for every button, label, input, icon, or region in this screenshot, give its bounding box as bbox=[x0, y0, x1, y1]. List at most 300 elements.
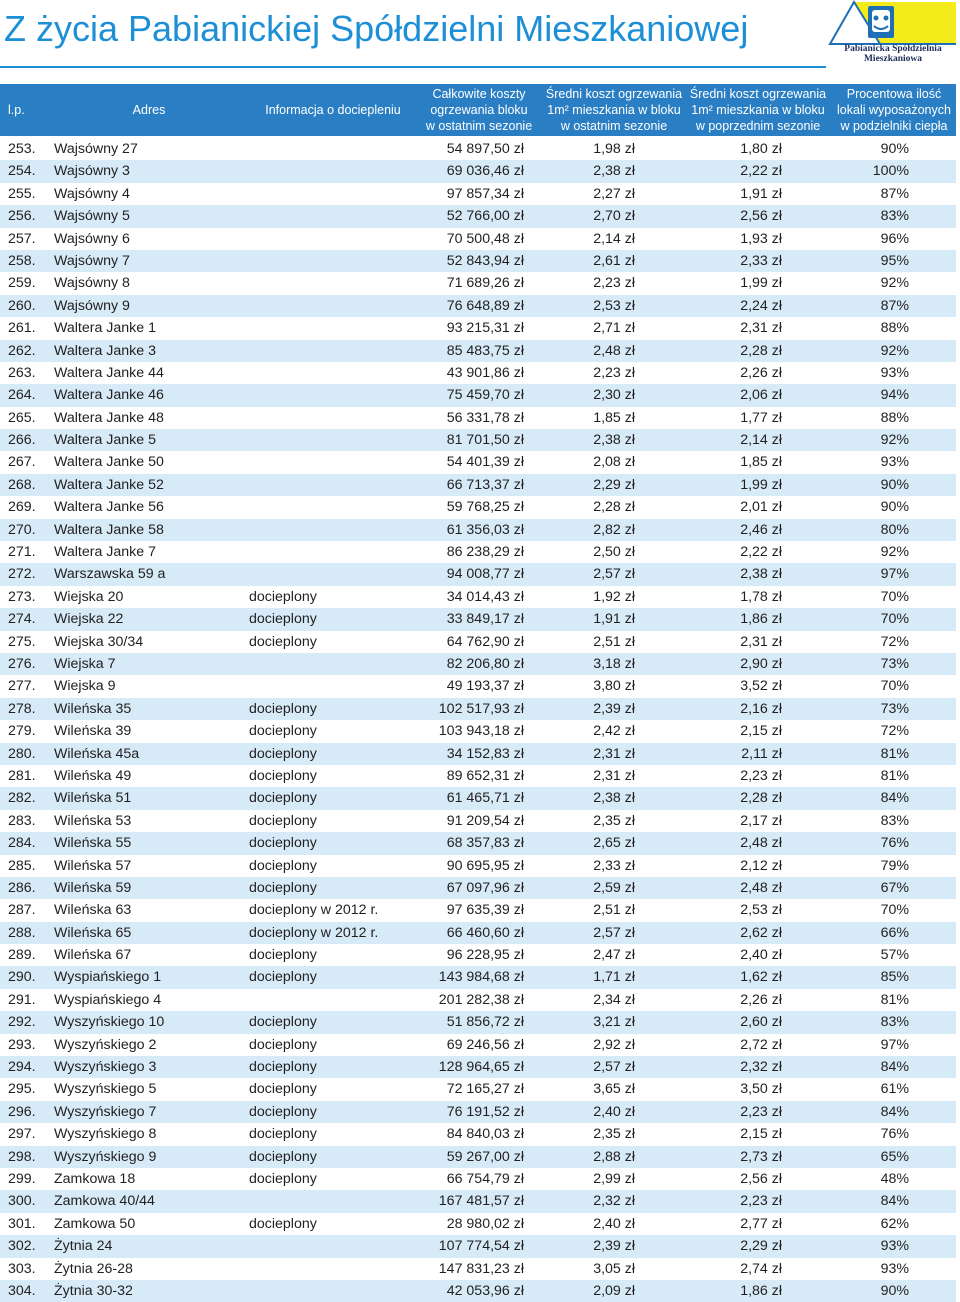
row-total-cost: 52 766,00 zł bbox=[446, 208, 524, 225]
row-current-avg: 2,38 zł bbox=[593, 163, 635, 180]
table-row bbox=[0, 1078, 956, 1100]
row-address: Waltera Janke 3 bbox=[54, 342, 156, 359]
row-total-cost: 43 901,86 zł bbox=[446, 364, 524, 381]
row-total-cost: 49 193,37 zł bbox=[446, 678, 524, 695]
row-insulation: docieplony bbox=[249, 633, 317, 650]
row-previous-avg: 3,52 zł bbox=[740, 678, 782, 695]
table-row bbox=[0, 451, 956, 473]
row-insulation: docieplony w 2012 r. bbox=[249, 924, 379, 941]
row-meter-pct: 92% bbox=[880, 432, 909, 449]
row-meter-pct: 84% bbox=[880, 790, 909, 807]
row-previous-avg: 2,26 zł bbox=[740, 991, 782, 1008]
row-meter-pct: 88% bbox=[880, 409, 909, 426]
header-address-text: Adres bbox=[132, 103, 166, 117]
table-row bbox=[0, 720, 956, 742]
row-previous-avg: 2,17 zł bbox=[740, 812, 782, 829]
header-lp-text: l.p. bbox=[8, 103, 25, 117]
row-address: Wileńska 65 bbox=[54, 924, 132, 941]
row-previous-avg: 1,77 zł bbox=[740, 409, 782, 426]
row-meter-pct: 85% bbox=[880, 969, 909, 986]
row-insulation: docieplony bbox=[249, 1170, 317, 1187]
row-meter-pct: 80% bbox=[880, 521, 909, 538]
row-meter-pct: 73% bbox=[880, 655, 909, 672]
row-meter-pct: 93% bbox=[880, 1238, 909, 1255]
row-number: 272. bbox=[8, 566, 36, 583]
row-previous-avg: 2,11 zł bbox=[741, 745, 782, 762]
row-total-cost: 103 943,18 zł bbox=[438, 723, 524, 740]
row-address: Wyspiańskiego 1 bbox=[54, 969, 162, 986]
row-number: 258. bbox=[8, 252, 36, 269]
row-number: 279. bbox=[8, 723, 36, 740]
table-row bbox=[0, 138, 956, 160]
row-meter-pct: 70% bbox=[880, 588, 909, 605]
row-insulation: docieplony bbox=[249, 790, 317, 807]
row-total-cost: 66 754,79 zł bbox=[446, 1170, 524, 1187]
row-address: Wileńska 59 bbox=[54, 879, 132, 896]
row-previous-avg: 2,74 zł bbox=[740, 1260, 782, 1277]
row-number: 270. bbox=[8, 521, 36, 538]
row-previous-avg: 1,93 zł bbox=[740, 230, 782, 247]
row-total-cost: 61 465,71 zł bbox=[446, 790, 524, 807]
row-total-cost: 54 401,39 zł bbox=[446, 454, 524, 471]
row-number: 256. bbox=[8, 208, 36, 225]
row-number: 255. bbox=[8, 185, 36, 202]
row-insulation: docieplony bbox=[249, 611, 317, 628]
table-row bbox=[0, 295, 956, 317]
row-insulation: docieplony bbox=[249, 1215, 317, 1232]
row-number: 285. bbox=[8, 857, 36, 874]
row-address: Wileńska 57 bbox=[54, 857, 132, 874]
row-previous-avg: 2,12 zł bbox=[740, 857, 782, 874]
row-current-avg: 2,09 zł bbox=[593, 1282, 635, 1299]
row-current-avg: 2,42 zł bbox=[593, 723, 635, 740]
row-meter-pct: 62% bbox=[880, 1215, 909, 1232]
row-address: Wyszyńskiego 8 bbox=[54, 1126, 157, 1143]
row-meter-pct: 81% bbox=[880, 991, 909, 1008]
row-address: Wiejska 20 bbox=[54, 588, 124, 605]
row-current-avg: 2,33 zł bbox=[593, 857, 635, 874]
row-total-cost: 28 980,02 zł bbox=[446, 1215, 524, 1232]
row-insulation: docieplony bbox=[249, 1103, 317, 1120]
row-previous-avg: 1,86 zł bbox=[740, 1282, 782, 1299]
row-meter-pct: 76% bbox=[880, 835, 909, 852]
header-total-line2: ogrzewania bloku bbox=[430, 103, 528, 117]
row-total-cost: 76 191,52 zł bbox=[446, 1103, 524, 1120]
row-number: 278. bbox=[8, 700, 36, 717]
row-number: 292. bbox=[8, 1014, 36, 1031]
row-number: 296. bbox=[8, 1103, 36, 1120]
row-current-avg: 2,61 zł bbox=[593, 252, 635, 269]
row-number: 284. bbox=[8, 835, 36, 852]
row-number: 299. bbox=[8, 1170, 36, 1187]
header-info bbox=[258, 84, 408, 136]
row-total-cost: 94 008,77 zł bbox=[446, 566, 524, 583]
table-row bbox=[0, 832, 956, 854]
row-number: 257. bbox=[8, 230, 36, 247]
table-row bbox=[0, 250, 956, 272]
table-row bbox=[0, 1168, 956, 1190]
row-current-avg: 2,70 zł bbox=[593, 208, 635, 225]
row-insulation: docieplony bbox=[249, 1036, 317, 1053]
row-current-avg: 2,40 zł bbox=[593, 1215, 635, 1232]
row-current-avg: 2,57 zł bbox=[593, 924, 635, 941]
table-row bbox=[0, 899, 956, 921]
row-previous-avg: 2,38 zł bbox=[740, 566, 782, 583]
row-meter-pct: 83% bbox=[880, 1014, 909, 1031]
row-total-cost: 66 460,60 zł bbox=[446, 924, 524, 941]
row-number: 295. bbox=[8, 1081, 36, 1098]
table-row bbox=[0, 698, 956, 720]
row-total-cost: 64 762,90 zł bbox=[446, 633, 524, 650]
cooperative-logo bbox=[828, 0, 958, 74]
row-address: Wileńska 55 bbox=[54, 835, 132, 852]
table-row bbox=[0, 362, 956, 384]
header-previous-avg bbox=[688, 84, 828, 136]
row-meter-pct: 70% bbox=[880, 902, 909, 919]
row-previous-avg: 2,23 zł bbox=[740, 1193, 782, 1210]
header-current-line3: w ostatnim sezonie bbox=[560, 119, 668, 133]
logo-caption bbox=[828, 44, 958, 64]
title-underline bbox=[0, 66, 826, 68]
row-address: Wileńska 49 bbox=[54, 767, 132, 784]
row-current-avg: 2,71 zł bbox=[593, 320, 635, 337]
row-total-cost: 81 701,50 zł bbox=[446, 432, 524, 449]
row-number: 293. bbox=[8, 1036, 36, 1053]
table-row bbox=[0, 653, 956, 675]
table-row bbox=[0, 586, 956, 608]
row-address: Wileńska 35 bbox=[54, 700, 132, 717]
row-meter-pct: 81% bbox=[880, 767, 909, 784]
table-row bbox=[0, 317, 956, 339]
row-current-avg: 2,47 zł bbox=[593, 947, 635, 964]
row-address: Wajsówny 4 bbox=[54, 185, 130, 202]
row-number: 298. bbox=[8, 1148, 36, 1165]
row-insulation: docieplony bbox=[249, 812, 317, 829]
table-row bbox=[0, 631, 956, 653]
row-insulation: docieplony bbox=[249, 1081, 317, 1098]
row-address: Wileńska 67 bbox=[54, 947, 132, 964]
table-row bbox=[0, 1258, 956, 1280]
row-address: Wajsówny 6 bbox=[54, 230, 130, 247]
row-meter-pct: 90% bbox=[880, 499, 909, 516]
row-previous-avg: 2,48 zł bbox=[740, 835, 782, 852]
table-row bbox=[0, 1213, 956, 1235]
row-address: Wyszyńskiego 10 bbox=[54, 1014, 165, 1031]
row-address: Wiejska 7 bbox=[54, 655, 116, 672]
row-previous-avg: 2,16 zł bbox=[740, 700, 782, 717]
row-previous-avg: 2,77 zł bbox=[740, 1215, 782, 1232]
table-row bbox=[0, 877, 956, 899]
row-meter-pct: 70% bbox=[880, 611, 909, 628]
row-address: Wajsówny 9 bbox=[54, 297, 130, 314]
row-previous-avg: 1,99 zł bbox=[740, 476, 782, 493]
row-meter-pct: 94% bbox=[880, 387, 909, 404]
row-number: 261. bbox=[8, 320, 36, 337]
row-previous-avg: 2,56 zł bbox=[740, 208, 782, 225]
row-current-avg: 2,31 zł bbox=[593, 745, 635, 762]
row-meter-pct: 87% bbox=[880, 297, 909, 314]
table-row bbox=[0, 272, 956, 294]
table-row bbox=[0, 205, 956, 227]
row-total-cost: 97 635,39 zł bbox=[446, 902, 524, 919]
header-previous-line2: 1m² mieszkania w bloku bbox=[691, 103, 825, 117]
header-info-text: Informacja o dociepleniu bbox=[265, 103, 401, 117]
header-current-line2: 1m² mieszkania w bloku bbox=[547, 103, 681, 117]
header-previous-line3: w poprzednim sezonie bbox=[695, 119, 821, 133]
row-insulation: docieplony bbox=[249, 857, 317, 874]
row-total-cost: 167 481,57 zł bbox=[438, 1193, 524, 1210]
row-previous-avg: 2,14 zł bbox=[740, 432, 782, 449]
table-row bbox=[0, 855, 956, 877]
header-heat-meter-pct bbox=[832, 84, 956, 136]
row-total-cost: 42 053,96 zł bbox=[446, 1282, 524, 1299]
table-row bbox=[0, 1280, 956, 1302]
table-row bbox=[0, 1056, 956, 1078]
row-previous-avg: 1,85 zł bbox=[740, 454, 782, 471]
row-address: Wiejska 22 bbox=[54, 611, 124, 628]
row-meter-pct: 93% bbox=[880, 454, 909, 471]
row-total-cost: 33 849,17 zł bbox=[446, 611, 524, 628]
row-number: 286. bbox=[8, 879, 36, 896]
table-row bbox=[0, 340, 956, 362]
row-previous-avg: 2,33 zł bbox=[740, 252, 782, 269]
row-total-cost: 61 356,03 zł bbox=[446, 521, 524, 538]
row-current-avg: 2,82 zł bbox=[593, 521, 635, 538]
row-current-avg: 2,59 zł bbox=[593, 879, 635, 896]
row-number: 281. bbox=[8, 767, 36, 784]
row-current-avg: 2,39 zł bbox=[593, 1238, 635, 1255]
row-address: Wajsówny 3 bbox=[54, 163, 130, 180]
row-number: 282. bbox=[8, 790, 36, 807]
row-meter-pct: 72% bbox=[880, 633, 909, 650]
header-current-avg bbox=[544, 84, 684, 136]
row-address: Wajsówny 7 bbox=[54, 252, 130, 269]
row-current-avg: 2,30 zł bbox=[593, 387, 635, 404]
row-previous-avg: 2,62 zł bbox=[740, 924, 782, 941]
row-address: Żytnia 30-32 bbox=[54, 1282, 133, 1299]
row-previous-avg: 2,90 zł bbox=[740, 655, 782, 672]
row-total-cost: 51 856,72 zł bbox=[446, 1014, 524, 1031]
row-insulation: docieplony bbox=[249, 745, 317, 762]
row-address: Wajsówny 8 bbox=[54, 275, 130, 292]
row-current-avg: 2,88 zł bbox=[593, 1148, 635, 1165]
row-meter-pct: 100% bbox=[872, 163, 909, 180]
row-current-avg: 2,57 zł bbox=[593, 566, 635, 583]
row-number: 262. bbox=[8, 342, 36, 359]
table-row bbox=[0, 810, 956, 832]
row-total-cost: 59 768,25 zł bbox=[446, 499, 524, 516]
row-current-avg: 2,51 zł bbox=[593, 633, 635, 650]
row-address: Waltera Janke 46 bbox=[54, 387, 164, 404]
row-current-avg: 2,53 zł bbox=[593, 297, 635, 314]
row-meter-pct: 61% bbox=[880, 1081, 909, 1098]
row-address: Warszawska 59 a bbox=[54, 566, 166, 583]
row-previous-avg: 2,31 zł bbox=[740, 320, 782, 337]
header-pct-line3: w podzielniki ciepła bbox=[840, 119, 948, 133]
row-total-cost: 201 282,38 zł bbox=[438, 991, 524, 1008]
row-previous-avg: 2,29 zł bbox=[740, 1238, 782, 1255]
row-meter-pct: 87% bbox=[880, 185, 909, 202]
row-address: Wyspiańskiego 4 bbox=[54, 991, 162, 1008]
row-address: Waltera Janke 48 bbox=[54, 409, 164, 426]
row-previous-avg: 2,40 zł bbox=[740, 947, 782, 964]
row-previous-avg: 2,22 zł bbox=[740, 163, 782, 180]
row-current-avg: 3,80 zł bbox=[593, 678, 635, 695]
row-total-cost: 82 206,80 zł bbox=[446, 655, 524, 672]
row-number: 268. bbox=[8, 476, 36, 493]
row-current-avg: 1,85 zł bbox=[593, 409, 635, 426]
row-number: 300. bbox=[8, 1193, 36, 1210]
row-total-cost: 107 774,54 zł bbox=[438, 1238, 524, 1255]
row-current-avg: 1,92 zł bbox=[593, 588, 635, 605]
row-meter-pct: 73% bbox=[880, 700, 909, 717]
row-total-cost: 66 713,37 zł bbox=[446, 476, 524, 493]
row-number: 294. bbox=[8, 1059, 36, 1076]
row-address: Wyszyńskiego 7 bbox=[54, 1103, 157, 1120]
table-row bbox=[0, 474, 956, 496]
row-address: Waltera Janke 50 bbox=[54, 454, 164, 471]
row-previous-avg: 2,23 zł bbox=[740, 767, 782, 784]
row-total-cost: 128 964,65 zł bbox=[438, 1059, 524, 1076]
row-number: 280. bbox=[8, 745, 36, 762]
row-insulation: docieplony bbox=[249, 879, 317, 896]
row-meter-pct: 65% bbox=[880, 1148, 909, 1165]
row-number: 289. bbox=[8, 947, 36, 964]
row-meter-pct: 93% bbox=[880, 364, 909, 381]
row-total-cost: 91 209,54 zł bbox=[446, 812, 524, 829]
row-insulation: docieplony bbox=[249, 835, 317, 852]
table-row bbox=[0, 160, 956, 182]
row-address: Wileńska 51 bbox=[54, 790, 132, 807]
row-total-cost: 143 984,68 zł bbox=[438, 969, 524, 986]
row-current-avg: 1,71 zł bbox=[593, 969, 635, 986]
row-current-avg: 3,18 zł bbox=[593, 655, 635, 672]
row-previous-avg: 1,91 zł bbox=[740, 185, 782, 202]
row-number: 283. bbox=[8, 812, 36, 829]
row-address: Wileńska 63 bbox=[54, 902, 132, 919]
logo-caption-line2: Mieszkaniowa bbox=[863, 54, 923, 64]
row-address: Wyszyńskiego 9 bbox=[54, 1148, 157, 1165]
page-header bbox=[0, 0, 960, 78]
row-address: Wajsówny 27 bbox=[54, 141, 138, 157]
table-body bbox=[0, 138, 956, 1302]
row-address: Waltera Janke 44 bbox=[54, 364, 164, 381]
row-previous-avg: 2,15 zł bbox=[740, 723, 782, 740]
row-current-avg: 2,31 zł bbox=[593, 767, 635, 784]
table-row bbox=[0, 787, 956, 809]
row-insulation: docieplony w 2012 r. bbox=[249, 902, 379, 919]
row-previous-avg: 1,99 zł bbox=[740, 275, 782, 292]
row-total-cost: 52 843,94 zł bbox=[446, 252, 524, 269]
row-meter-pct: 76% bbox=[880, 1126, 909, 1143]
row-current-avg: 2,48 zł bbox=[593, 342, 635, 359]
table-row bbox=[0, 608, 956, 630]
row-meter-pct: 92% bbox=[880, 544, 909, 561]
header-current-line1: Średni koszt ogrzewania bbox=[545, 87, 683, 101]
row-total-cost: 34 014,43 zł bbox=[446, 588, 524, 605]
row-previous-avg: 1,80 zł bbox=[740, 141, 782, 157]
row-address: Waltera Janke 52 bbox=[54, 476, 164, 493]
table-row bbox=[0, 496, 956, 518]
row-number: 288. bbox=[8, 924, 36, 941]
row-current-avg: 2,65 zł bbox=[593, 835, 635, 852]
row-address: Waltera Janke 58 bbox=[54, 521, 164, 538]
row-previous-avg: 2,01 zł bbox=[740, 499, 782, 516]
row-number: 260. bbox=[8, 297, 36, 314]
row-current-avg: 2,34 zł bbox=[593, 991, 635, 1008]
row-current-avg: 2,08 zł bbox=[593, 454, 635, 471]
row-insulation: docieplony bbox=[249, 1126, 317, 1143]
row-meter-pct: 88% bbox=[880, 320, 909, 337]
table-row bbox=[0, 1235, 956, 1257]
row-previous-avg: 3,50 zł bbox=[740, 1081, 782, 1098]
header-lp bbox=[8, 84, 44, 136]
row-current-avg: 2,27 zł bbox=[593, 185, 635, 202]
row-previous-avg: 2,23 zł bbox=[740, 1103, 782, 1120]
table-row bbox=[0, 765, 956, 787]
row-address: Wileńska 53 bbox=[54, 812, 132, 829]
row-total-cost: 84 840,03 zł bbox=[446, 1126, 524, 1143]
row-number: 274. bbox=[8, 611, 36, 628]
row-meter-pct: 48% bbox=[880, 1170, 909, 1187]
row-total-cost: 71 689,26 zł bbox=[446, 275, 524, 292]
row-address: Wyszyńskiego 5 bbox=[54, 1081, 157, 1098]
row-number: 267. bbox=[8, 454, 36, 471]
row-previous-avg: 2,15 zł bbox=[740, 1126, 782, 1143]
row-current-avg: 3,65 zł bbox=[593, 1081, 635, 1098]
row-meter-pct: 90% bbox=[880, 141, 909, 157]
row-current-avg: 2,38 zł bbox=[593, 790, 635, 807]
row-current-avg: 2,14 zł bbox=[593, 230, 635, 247]
row-insulation: docieplony bbox=[249, 947, 317, 964]
row-insulation: docieplony bbox=[249, 1014, 317, 1031]
row-current-avg: 2,29 zł bbox=[593, 476, 635, 493]
row-number: 301. bbox=[8, 1215, 36, 1232]
row-number: 254. bbox=[8, 163, 36, 180]
logo-caption-line1: Pabianicka Spółdzielnia bbox=[844, 44, 942, 54]
row-number: 297. bbox=[8, 1126, 36, 1143]
row-current-avg: 2,57 zł bbox=[593, 1059, 635, 1076]
row-meter-pct: 97% bbox=[880, 1036, 909, 1053]
row-total-cost: 147 831,23 zł bbox=[438, 1260, 524, 1277]
page-title: Z życia Pabianickiej Spółdzielni Mieszkaniowej bbox=[4, 8, 749, 49]
header-address bbox=[104, 84, 194, 136]
row-current-avg: 2,39 zł bbox=[593, 700, 635, 717]
row-address: Wiejska 9 bbox=[54, 678, 116, 695]
row-current-avg: 1,91 zł bbox=[593, 611, 635, 628]
table-row bbox=[0, 743, 956, 765]
table-row bbox=[0, 1011, 956, 1033]
row-number: 265. bbox=[8, 409, 36, 426]
table-row bbox=[0, 966, 956, 988]
row-meter-pct: 83% bbox=[880, 812, 909, 829]
row-current-avg: 2,51 zł bbox=[593, 902, 635, 919]
row-total-cost: 68 357,83 zł bbox=[446, 835, 524, 852]
row-number: 304. bbox=[8, 1282, 36, 1299]
row-meter-pct: 84% bbox=[880, 1193, 909, 1210]
table-row bbox=[0, 228, 956, 250]
row-insulation: docieplony bbox=[249, 723, 317, 740]
table-row bbox=[0, 1146, 956, 1168]
row-total-cost: 97 857,34 zł bbox=[446, 185, 524, 202]
table-row bbox=[0, 989, 956, 1011]
row-meter-pct: 72% bbox=[880, 723, 909, 740]
row-current-avg: 1,98 zł bbox=[593, 141, 635, 157]
row-total-cost: 72 165,27 zł bbox=[446, 1081, 524, 1098]
table-row bbox=[0, 1101, 956, 1123]
row-previous-avg: 2,31 zł bbox=[740, 633, 782, 650]
row-previous-avg: 2,56 zł bbox=[740, 1170, 782, 1187]
